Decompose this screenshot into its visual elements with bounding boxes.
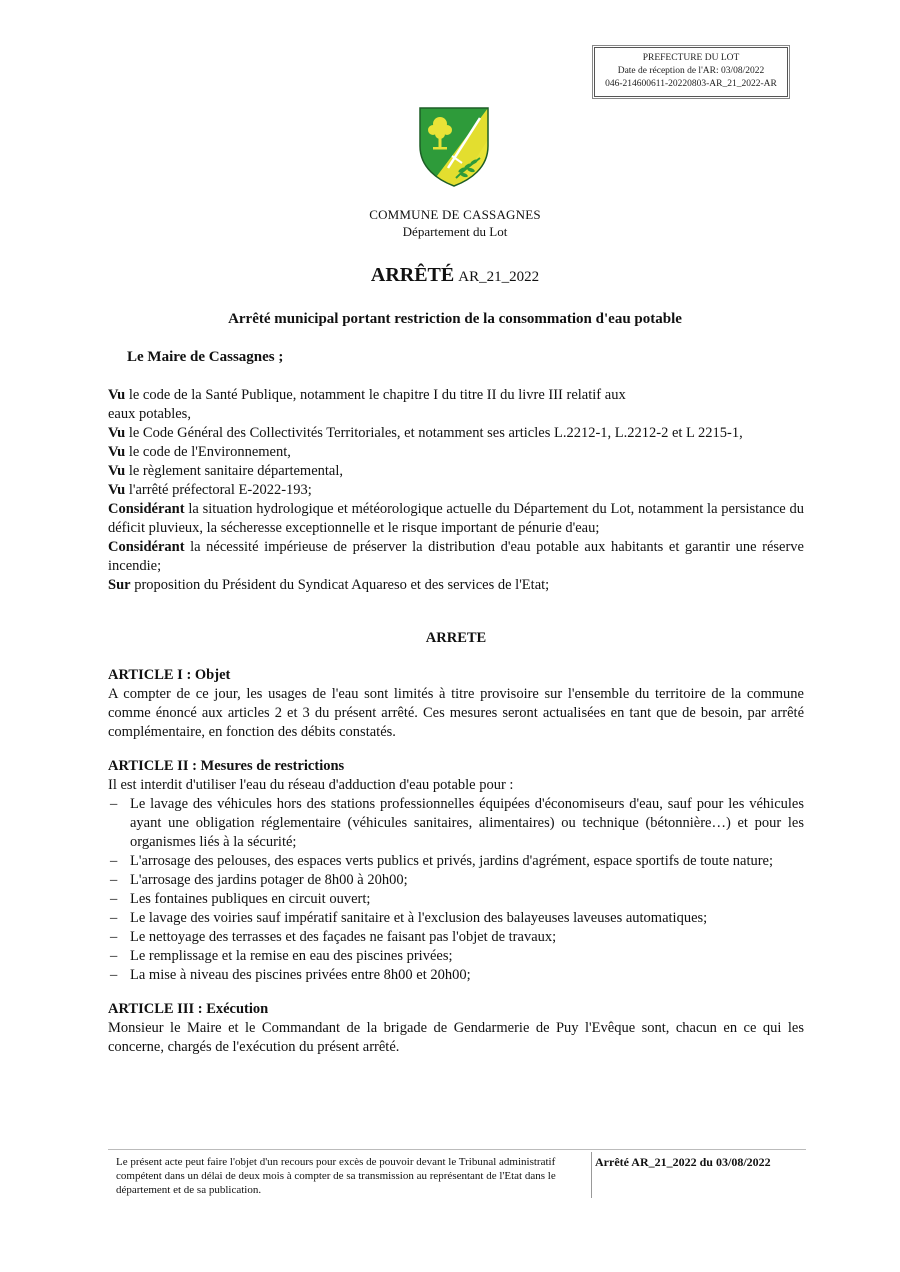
document-body (108, 386, 804, 1057)
document-title (250, 264, 660, 287)
restriction-list (108, 795, 804, 985)
recital-line (108, 424, 804, 443)
recital-keyword: Vu (108, 482, 126, 498)
recital-text: la nécessité impérieuse de préserver la distribution d'eau potable aux habitants et garantir une réserve incendie; (108, 539, 804, 574)
recital-text-continued: eaux potables, (108, 406, 191, 422)
issuer-block (300, 206, 610, 240)
recital-line (108, 500, 804, 538)
recital-keyword: Vu (108, 425, 126, 441)
commune-name: COMMUNE DE CASSAGNES (369, 207, 541, 222)
recital-text: l'arrêté préfectoral E-2022-193; (125, 482, 312, 498)
article-1-heading: ARTICLE I : Objet (108, 667, 231, 683)
footer-divider (591, 1152, 592, 1198)
recital-text: le code de la Santé Publique, notamment le chapitre I du titre II du livre III relatif aux (125, 387, 626, 403)
legal-recourse-notice: Le présent acte peut faire l'objet d'un recours pour excès de pouvoir devant le Tribunal administratif compétent dans un délai de deux mois à compter de sa transmission au représentant de l'Etat dans le département et de sa publication. (116, 1156, 556, 1196)
recital-text: proposition du Président du Syndicat Aquareso et des services de l'Etat; (130, 577, 550, 593)
recital-keyword: Vu (108, 387, 126, 403)
prefecture-reception-stamp (594, 47, 788, 97)
recital-keyword: Considérant (108, 539, 185, 555)
recital-line (108, 386, 804, 424)
list-item: – Le remplissage et la remise en eau des piscines privées; (108, 947, 804, 966)
article-1-text: A compter de ce jour, les usages de l'eau sont limités à titre provisoire sur l'ensemble du territoire de la commune comme énoncé aux articles 2 et 3 du présent arrêté. Ces mesures seront actualisées en tant que de besoin, par arrêté complémentaire, en fonction des débits constatés. (108, 686, 804, 740)
recital-line (108, 443, 804, 462)
title-arrete: ARRÊTÉ (370, 264, 455, 286)
document-subject: Arrêté municipal portant restriction de la consommation d'eau potable (228, 311, 682, 327)
mayor-heading: Le Maire de Cassagnes ; (127, 349, 284, 365)
list-item: – Les fontaines publiques en circuit ouvert; (108, 890, 804, 909)
recital-keyword: Considérant (108, 501, 185, 517)
article-2-intro: Il est interdit d'utiliser l'eau du réseau d'adduction d'eau potable pour : (108, 777, 514, 793)
article-2-heading: ARTICLE II : Mesures de restrictions (108, 758, 345, 774)
arrete-heading: ARRETE (425, 630, 487, 646)
recital-keyword: Vu (108, 444, 126, 460)
list-item: – L'arrosage des pelouses, des espaces verts publics et privés, jardins d'agrément, espace sportifs de toute nature; (108, 852, 804, 871)
article-3-text: Monsieur le Maire et le Commandant de la brigade de Gendarmerie de Puy l'Evêque sont, chacun en ce qui les concerne, chargés de l'exécution du présent arrêté. (108, 1020, 804, 1055)
recital-line (108, 481, 804, 500)
list-item: – La mise à niveau des piscines privées entre 8h00 et 20h00; (108, 966, 804, 985)
recital-keyword: Vu (108, 463, 126, 479)
recital-text: la situation hydrologique et météorologique actuelle du Département du Lot, notamment la persistance du déficit pluvieux, la sécheresse exceptionnelle et le risque important de pénurie d'eau; (108, 501, 804, 536)
article-3-heading: ARTICLE III : Exécution (108, 1001, 269, 1017)
recital-text: le code de l'Environnement, (125, 444, 291, 460)
stamp-line-date: Date de réception de l'AR: 03/08/2022 (617, 66, 765, 76)
list-item: – Le nettoyage des terrasses et des façades ne faisant pas l'objet de travaux; (108, 928, 804, 947)
recital-text: le règlement sanitaire départemental, (125, 463, 344, 479)
departement-name: Département du Lot (402, 224, 508, 239)
commune-coat-of-arms-icon (418, 106, 490, 188)
footer-reference: Arrêté AR_21_2022 du 03/08/2022 (595, 1155, 771, 1169)
list-item: – Le lavage des voiries sauf impératif sanitaire et à l'exclusion des balayeuses laveuses automatiques; (108, 909, 804, 928)
title-reference: AR_21_2022 (458, 269, 540, 285)
recital-keyword: Sur (108, 577, 131, 593)
recital-line (108, 462, 804, 481)
stamp-line-prefecture: PREFECTURE DU LOT (642, 53, 740, 63)
list-item: – L'arrosage des jardins potager de 8h00 à 20h00; (108, 871, 804, 890)
stamp-line-reference: 046-214600611-20220803-AR_21_2022-AR (605, 79, 777, 89)
recital-line (108, 576, 804, 595)
recital-text: le Code Général des Collectivités Territoriales, et notamment ses articles L.2212-1, L.2212-2 et L 2215-1, (125, 425, 743, 441)
list-item: – Le lavage des véhicules hors des stations professionnelles équipées d'économiseurs d'eau, sauf pour les véhicules ayant une obligation réglementaire (véhicules sanitaires, alimentaires) ou technique (bétonnière…) et pour les organismes liés à la sécurité; (108, 795, 804, 852)
recital-line (108, 538, 804, 576)
page-footer (108, 1149, 806, 1200)
